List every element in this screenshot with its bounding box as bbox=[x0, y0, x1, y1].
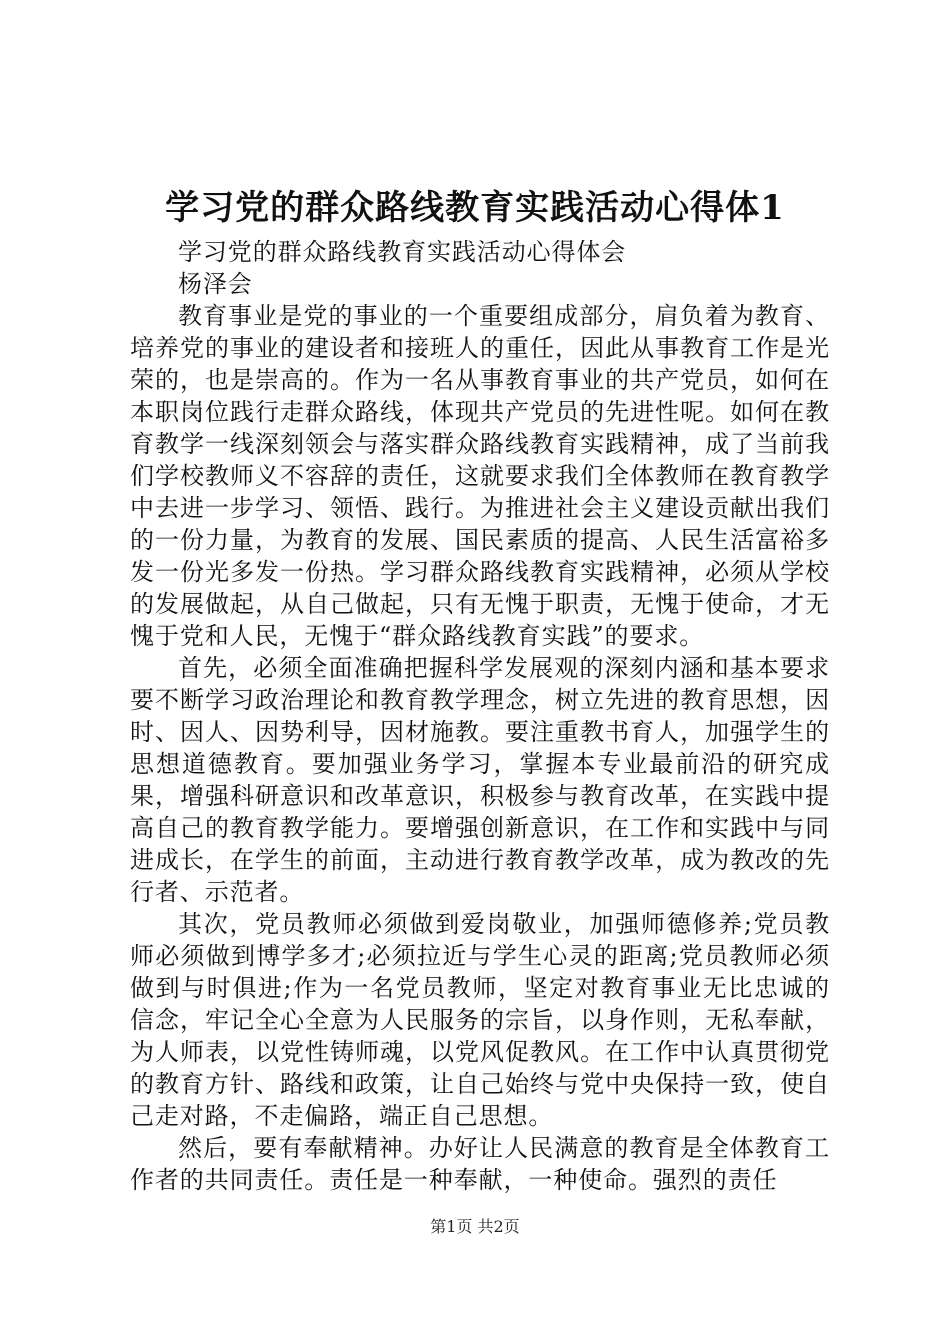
paragraph-3: 其次，党员教师必须做到爱岗敬业，加强师德修养;党员教师必须做到博学多才;必须拉近与学生心灵的距离;党员教师必须做到与时俱进;作为一名党员教师，坚定对教育事业无比忠诚的信念，牢记全心全意为人民服务的宗旨，以身作则，无私奉献，为人师表，以党性铸师魂，以党风促教风。在工作中认真贯彻党的教育方针、路线和政策，让自己始终与党中央保持一致，使自己走对路，不走偏路，端正自己思想。 bbox=[130, 910, 830, 1130]
document-title: 学习党的群众路线教育实践活动心得体1 bbox=[165, 188, 785, 228]
page-number-footer: 第1页 共2页 bbox=[430, 1217, 520, 1236]
document-body bbox=[130, 236, 830, 1196]
paragraph-2: 首先，必须全面准确把握科学发展观的深刻内涵和基本要求要不断学习政治理论和教育教学理念，树立先进的教育思想，因时、因人、因势利导，因材施教。要注重教书育人，加强学生的思想道德教育。要加强业务学习，掌握本专业最前沿的研究成果，增强科研意识和改革意识，积极参与教育改革，在实践中提高自己的教育教学能力。要增强创新意识，在工作和实践中与同进成长，在学生的前面，主动进行教育教学改革，成为教改的先行者、示范者。 bbox=[130, 654, 830, 906]
paragraph-4: 然后，要有奉献精神。办好让人民满意的教育是全体教育工作者的共同责任。责任是一种奉献，一种使命。强烈的责任 bbox=[130, 1134, 830, 1194]
document-subtitle: 学习党的群众路线教育实践活动心得体会 bbox=[178, 238, 627, 266]
document-author: 杨泽会 bbox=[178, 270, 253, 298]
paragraph-1: 教育事业是党的事业的一个重要组成部分，肩负着为教育、培养党的事业的建设者和接班人的重任，因此从事教育工作是光荣的，也是崇高的。作为一名从事教育事业的共产党员，如何在本职岗位践行走群众路线，体现共产党员的先进性呢。如何在教育教学一线深刻领会与落实群众路线教育实践精神，成了当前我们学校教师义不容辞的责任，这就要求我们全体教师在教育教学中去进一步学习、领悟、践行。为推进社会主义建设贡献出我们的一份力量，为教育的发展、国民素质的提高、人民生活富裕多发一份光多发一份热。学习群众路线教育实践精神，必须从学校的发展做起，从自己做起，只有无愧于职责，无愧于使命，才无愧于党和人民，无愧于“群众路线教育实践”的要求。 bbox=[130, 302, 830, 650]
